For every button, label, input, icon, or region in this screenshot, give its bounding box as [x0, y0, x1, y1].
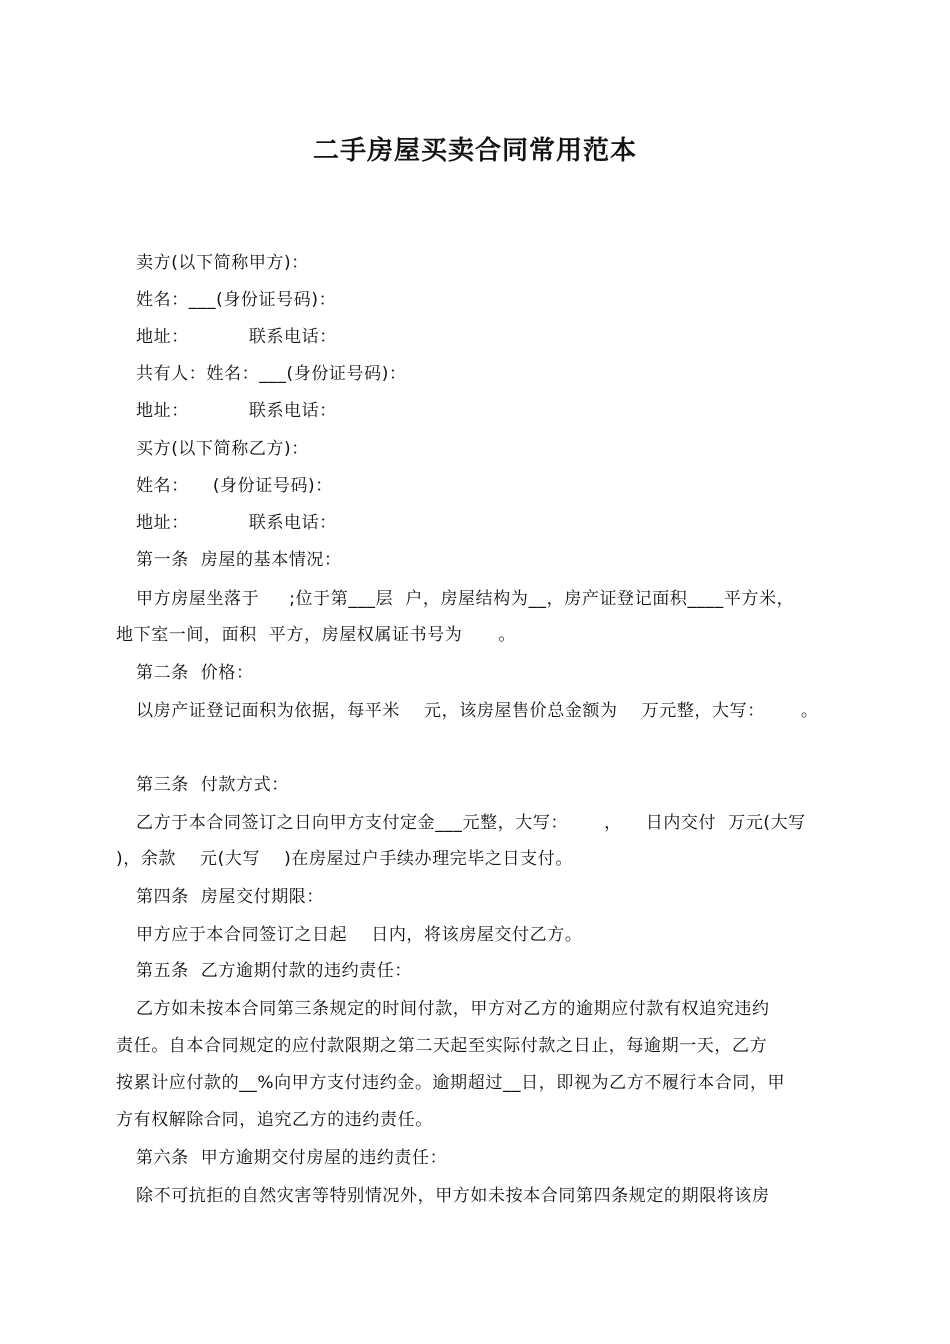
article-1-text-line-2: 地下室一间，面积 平方，房屋权属证书号为 。 — [116, 625, 517, 645]
article-2-heading: 第二条 价格： — [136, 663, 254, 683]
seller-heading: 卖方(以下简称甲方)： — [136, 253, 309, 273]
article-1-heading: 第一条 房屋的基本情况： — [136, 550, 342, 570]
article-5-text-line-1: 乙方如未按本合同第三条规定的时间付款，甲方对乙方的逾期应付款有权追究违约 — [136, 999, 770, 1019]
co-owner-address-line: 地址： 联系电话： — [136, 401, 337, 421]
article-5-text-line-4: 方有权解除合同，追究乙方的违约责任。 — [116, 1110, 433, 1130]
article-4-heading: 第四条 房屋交付期限： — [136, 887, 325, 907]
article-4-text: 甲方应于本合同签订之日起 日内，将该房屋交付乙方。 — [136, 925, 583, 945]
buyer-heading: 买方(以下简称乙方)： — [136, 439, 309, 459]
article-6-heading: 第六条 甲方逾期交付房屋的违约责任： — [136, 1148, 448, 1168]
article-5-heading: 第五条 乙方逾期付款的违约责任： — [136, 961, 413, 981]
document-title: 二手房屋买卖合同常用范本 — [312, 136, 637, 166]
seller-address-line: 地址： 联系电话： — [136, 327, 337, 347]
article-3-text-line-2: )，余款 元(大写 )在房屋过户手续办理完毕之日支付。 — [116, 849, 573, 869]
article-6-text-line-1: 除不可抗拒的自然灾害等特别情况外，甲方如未按本合同第四条规定的期限将该房 — [136, 1186, 770, 1206]
article-5-text-line-2: 责任。自本合同规定的应付款限期之第二天起至实际付款之日止，每逾期一天，乙方 — [116, 1036, 768, 1056]
article-2-text: 以房产证登记面积为依据，每平米 元，该房屋售价总金额为 万元整，大写： 。 — [136, 701, 819, 721]
article-3-heading: 第三条 付款方式： — [136, 775, 289, 795]
article-5-text-line-3: 按累计应付款的__%向甲方支付违约金。逾期超过__日，即视为乙方不履行本合同，甲 — [116, 1073, 786, 1093]
buyer-address-line: 地址： 联系电话： — [136, 513, 337, 533]
seller-name-line: 姓名：___(身份证号码)： — [136, 290, 337, 310]
article-3-text-line-1: 乙方于本合同签订之日向甲方支付定金___元整，大写： ， 日内交付 万元(大写 — [136, 813, 806, 833]
co-owner-name-line: 共有人：姓名：___(身份证号码)： — [136, 364, 407, 384]
article-1-text-line-1: 甲方房屋坐落于 ;位于第___层 户，房屋结构为__，房产证登记面积____平方米， — [136, 589, 795, 609]
buyer-name-line: 姓名： (身份证号码)： — [136, 476, 333, 496]
